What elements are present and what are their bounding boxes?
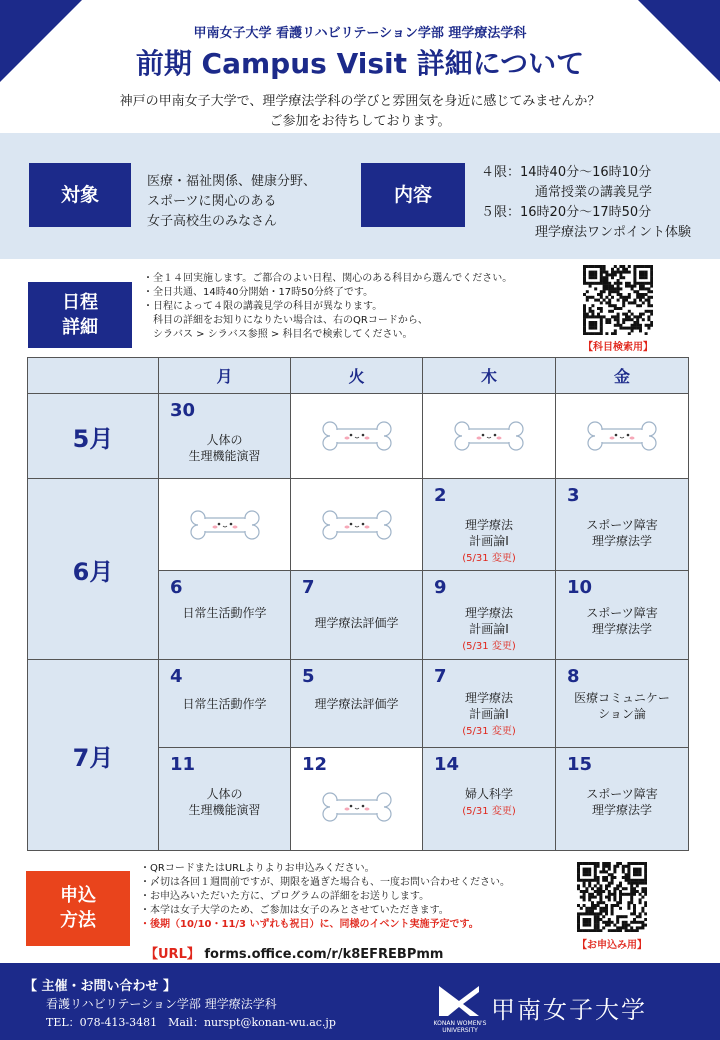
bone-mascot-icon — [586, 416, 658, 456]
university-english-line: KONAN WOMEN'S — [433, 1020, 487, 1027]
course-name: 人体の — [206, 787, 243, 801]
syllabus-qr-code[interactable] — [583, 265, 653, 335]
day-number: 30 — [170, 400, 196, 421]
month-july: 7月 — [28, 660, 159, 851]
course-name: 人体の — [206, 433, 243, 447]
calendar-cell-jun-2[interactable] — [423, 479, 556, 571]
schedule-note: ・日程によって４限の講義見学の科目が異なります。 — [143, 301, 383, 312]
course-name: 理学療法評価学 — [314, 697, 399, 711]
course-name: 生理機能演習 — [188, 803, 261, 817]
apply-label — [26, 871, 130, 946]
course-name: 日常生活動作学 — [182, 606, 267, 620]
course-name: 日常生活動作学 — [182, 697, 267, 711]
bone-mascot-icon — [453, 416, 525, 456]
schedule-note: 科目の詳細をお知りになりたい場合は、右のQRコードから、 — [143, 315, 428, 326]
day-number: 7 — [302, 577, 315, 598]
calendar-cell-jul-12 — [291, 748, 423, 851]
calendar-cell-jun-6[interactable] — [159, 571, 291, 660]
target-text — [147, 172, 316, 232]
calendar-cell-jul-7[interactable] — [423, 660, 556, 748]
content-line: 通常授業の講義見学 — [535, 185, 653, 200]
content-line: ５限：16時20分～17時50分 — [481, 205, 652, 220]
no-event-cell — [423, 394, 556, 479]
day-number: 7 — [434, 666, 447, 687]
schedule-label-line: 詳細 — [62, 317, 98, 338]
course-name: 理学療法 — [464, 691, 513, 705]
day-number: 11 — [170, 754, 196, 775]
calendar-cell-jun-9[interactable] — [423, 571, 556, 660]
university-english-line: UNIVERSITY — [442, 1027, 478, 1034]
bone-mascot-icon — [321, 416, 393, 456]
day-number: 15 — [567, 754, 593, 775]
apply-url-line — [145, 943, 443, 962]
schedule-label — [28, 282, 132, 348]
course-name: 理学療法学 — [591, 534, 652, 548]
footer-heading: 【 主催・お問い合わせ 】 — [24, 979, 177, 994]
page-title: 前期 Campus Visit 詳細について — [135, 47, 585, 80]
month-may: 5月 — [28, 394, 159, 479]
no-event-cell — [159, 479, 291, 571]
month-june: 6月 — [28, 479, 159, 660]
no-event-cell — [291, 394, 423, 479]
apply-note: ・本学は女子大学のため、ご参加は女子のみとさせていただきます。 — [140, 905, 449, 916]
course-name: 医療コミュニケー — [574, 691, 670, 705]
university-logo-icon — [436, 983, 482, 1019]
apply-red-note: ・後期（10/10・11/3 いずれも祝日）に、同様のイベント実施予定です。 — [140, 919, 479, 930]
change-note: (5/31 変更) — [462, 806, 516, 817]
apply-note: ・お申込みいただいた方に、プログラムの詳細をお送りします。 — [140, 891, 430, 902]
day-number: 6 — [170, 577, 183, 598]
bone-mascot-icon — [321, 505, 393, 545]
day-number: 4 — [170, 666, 183, 687]
university-name: 甲南女子大学 — [491, 996, 647, 1024]
apply-url-link[interactable]: forms.office.com/r/k8EFREBPmm — [204, 947, 444, 962]
apply-label-line: 方法 — [60, 910, 96, 931]
day-number: 2 — [434, 485, 447, 506]
header-thursday: 木 — [423, 358, 556, 394]
course-name: スポーツ障害 — [586, 606, 658, 620]
apply-qr-code[interactable] — [577, 862, 647, 932]
syllabus-qr-caption: 【科目検索用】 — [583, 342, 653, 353]
course-name: 理学療法 — [464, 606, 513, 620]
day-number: 10 — [567, 577, 593, 598]
schedule-note: シラバス > シラバス参照 > 科目名で検索してください。 — [143, 329, 413, 340]
footer-contact: TEL：078-413-3481 Mail：nurspt@konan-wu.ac.jp — [46, 1016, 336, 1029]
change-note: (5/31 変更) — [462, 641, 516, 652]
apply-note: ・〆切は各回１週間前ですが、期限を過ぎた場合も、一度お問い合わせください。 — [140, 877, 510, 888]
target-line: スポーツに関心のある — [147, 194, 277, 209]
footer-department: 看護リハビリテーション学部 理学療法学科 — [46, 997, 277, 1011]
schedule-note: ・全日共通、14時40分開始・17時50分終了です。 — [143, 287, 374, 298]
faculty-subtitle: 甲南女子大学 看護リハビリテーション学部 理学療法学科 — [193, 26, 527, 41]
course-name: ション論 — [598, 707, 646, 721]
day-number: 8 — [567, 666, 580, 687]
day-number: 5 — [302, 666, 315, 687]
course-name: 計画論Ⅰ — [469, 534, 509, 548]
course-name: 計画論Ⅰ — [469, 707, 509, 721]
no-event-cell — [556, 394, 689, 479]
calendar-cell-jul-11[interactable] — [159, 748, 291, 851]
calendar-cell-jun-7[interactable] — [291, 571, 423, 660]
url-label: 【URL】 — [145, 947, 200, 962]
calendar-cell-jul-5[interactable] — [291, 660, 423, 748]
change-note: (5/31 変更) — [462, 553, 516, 564]
course-name: スポーツ障害 — [586, 518, 658, 532]
apply-notes — [140, 862, 570, 932]
day-number: 3 — [567, 485, 580, 506]
apply-qr-caption: 【お申込み用】 — [577, 940, 647, 951]
schedule-note: ・全１４回実施します。ご都合のよい日程、関心のある科目から選んでください。 — [143, 273, 513, 284]
target-line: 医療・福祉関係、健康分野、 — [147, 174, 317, 189]
course-name: 理学療法 — [464, 518, 513, 532]
course-name: 生理機能演習 — [188, 449, 261, 463]
course-name: 計画論Ⅰ — [469, 622, 509, 636]
content-label: 内容 — [361, 163, 465, 227]
calendar-cell-jul-14[interactable] — [423, 748, 556, 851]
intro-line-1: 神戸の甲南女子大学で、理学療法学科の学びと雰囲気を身近に感じてみませんか？ — [119, 94, 601, 109]
schedule-label-line: 日程 — [62, 292, 98, 313]
content-text — [481, 163, 711, 243]
course-name: 理学療法評価学 — [314, 616, 399, 630]
calendar-corner — [28, 358, 159, 394]
target-line: 女子高校生のみなさん — [147, 214, 278, 229]
no-event-cell — [291, 479, 423, 571]
header-monday: 月 — [159, 358, 291, 394]
bone-mascot-icon — [321, 787, 393, 827]
header-tuesday: 火 — [291, 358, 423, 394]
intro-line-2: ご参加をお待ちしております。 — [269, 114, 451, 129]
bone-mascot-icon — [189, 505, 261, 545]
day-number: 12 — [302, 754, 328, 775]
course-name: 理学療法学 — [591, 803, 652, 817]
calendar-cell-may-30[interactable] — [159, 394, 291, 479]
content-line: 理学療法ワンポイント体験 — [535, 225, 692, 240]
calendar-cell-jul-4[interactable] — [159, 660, 291, 748]
calendar-cell-jun-10[interactable] — [556, 571, 689, 660]
schedule-notes — [143, 272, 573, 342]
calendar-cell-jul-15[interactable] — [556, 748, 689, 851]
change-note: (5/31 変更) — [462, 726, 516, 737]
day-number: 9 — [434, 577, 447, 598]
apply-note: ・QRコードまたはURLよりよりお申込みください。 — [140, 863, 375, 874]
course-name: 婦人科学 — [464, 787, 513, 801]
course-name: 理学療法学 — [591, 622, 652, 636]
content-line: ４限：14時40分～16時10分 — [481, 165, 652, 180]
apply-label-line: 申込 — [60, 885, 96, 906]
header-friday: 金 — [556, 358, 689, 394]
target-label: 対象 — [29, 163, 131, 227]
schedule-calendar — [27, 357, 689, 851]
calendar-cell-jun-3[interactable] — [556, 479, 689, 571]
calendar-cell-jul-8[interactable] — [556, 660, 689, 748]
university-english-name — [420, 1020, 500, 1034]
course-name: スポーツ障害 — [586, 787, 658, 801]
day-number: 14 — [434, 754, 460, 775]
